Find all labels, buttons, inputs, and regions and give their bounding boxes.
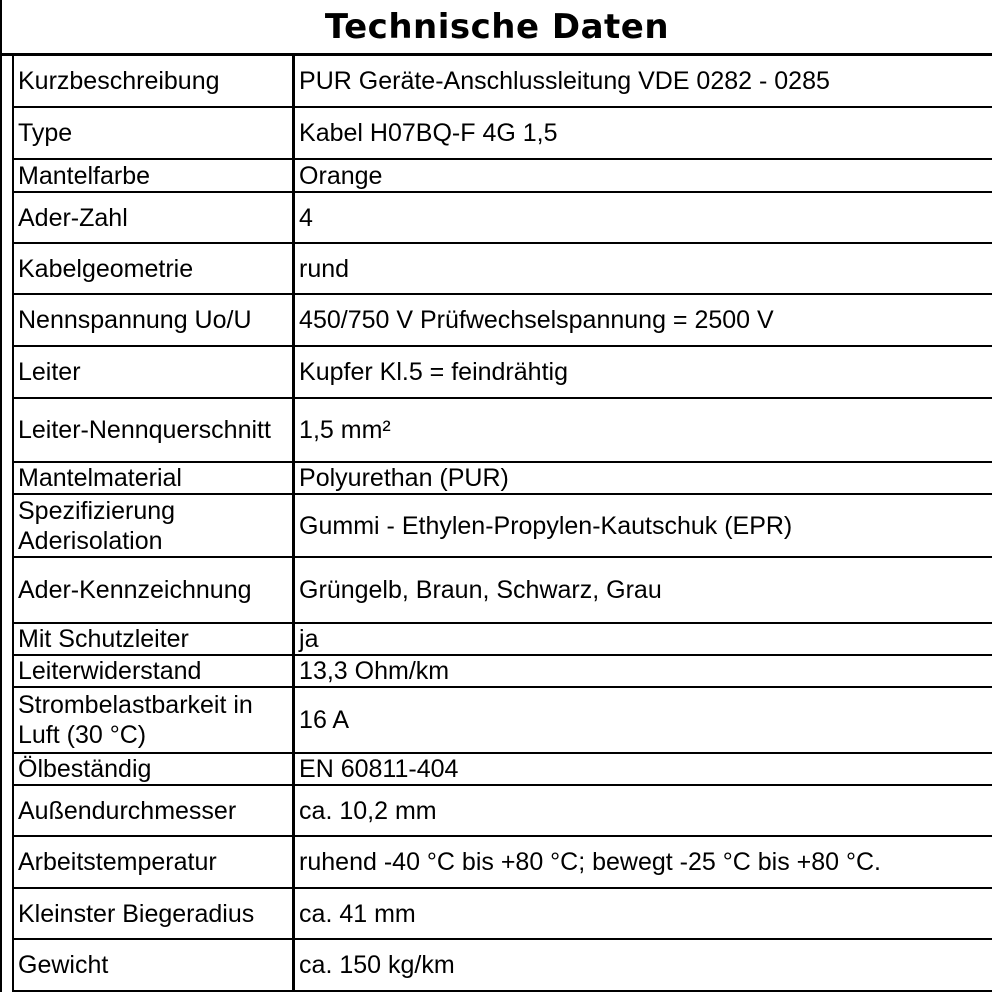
table-row xyxy=(13,398,992,462)
row-label: Ader-Zahl xyxy=(13,192,294,243)
table-row xyxy=(13,56,992,107)
row-label: Leiter xyxy=(13,346,294,398)
table-row xyxy=(13,557,992,623)
row-label: Gewicht xyxy=(13,939,294,991)
row-value: ruhend -40 °C bis +80 °C; bewegt -25 °C bis +80 °C. xyxy=(294,836,992,888)
row-value: Gummi - Ethylen-Propylen-Kautschuk (EPR) xyxy=(294,494,992,557)
table-row xyxy=(13,655,992,687)
table-row xyxy=(13,346,992,398)
row-label: Ölbeständig xyxy=(13,753,294,785)
page-title: Technische Daten xyxy=(2,0,992,56)
table-row xyxy=(13,494,992,557)
row-value: ja xyxy=(294,623,992,655)
table-row xyxy=(13,785,992,836)
row-value: Kupfer Kl.5 = feindrähtig xyxy=(294,346,992,398)
table-row xyxy=(13,107,992,159)
row-label: Außendurchmesser xyxy=(13,785,294,836)
row-label: Mantelmaterial xyxy=(13,462,294,494)
row-value: 13,3 Ohm/km xyxy=(294,655,992,687)
row-value: 450/750 V Prüfwechselspannung = 2500 V xyxy=(294,294,992,346)
row-label: Kleinster Biegeradius xyxy=(13,888,294,939)
table-row xyxy=(13,623,992,655)
row-label: Type xyxy=(13,107,294,159)
table-row xyxy=(13,753,992,785)
table-row xyxy=(13,159,992,192)
row-value: ca. 10,2 mm xyxy=(294,785,992,836)
row-value: Grüngelb, Braun, Schwarz, Grau xyxy=(294,557,992,623)
table-row xyxy=(13,836,992,888)
row-value: Orange xyxy=(294,159,992,192)
row-label: Kabelgeometrie xyxy=(13,243,294,294)
row-value: ca. 150 kg/km xyxy=(294,939,992,991)
table-row xyxy=(13,294,992,346)
row-value: rund xyxy=(294,243,992,294)
row-label: Leiter-Nennquerschnitt xyxy=(13,398,294,462)
row-value: EN 60811-404 xyxy=(294,753,992,785)
row-value: ca. 41 mm xyxy=(294,888,992,939)
table-row xyxy=(13,192,992,243)
row-value: 1,5 mm² xyxy=(294,398,992,462)
table-row xyxy=(13,939,992,991)
row-value: 16 A xyxy=(294,687,992,753)
row-label: Mantelfarbe xyxy=(13,159,294,192)
spec-table xyxy=(12,56,992,992)
row-label: Spezifizierung Aderisolation xyxy=(13,494,294,557)
row-value: 4 xyxy=(294,192,992,243)
table-row xyxy=(13,462,992,494)
row-value: Kabel H07BQ-F 4G 1,5 xyxy=(294,107,992,159)
row-value: PUR Geräte-Anschlussleitung VDE 0282 - 0285 xyxy=(294,56,992,107)
row-label: Arbeitstemperatur xyxy=(13,836,294,888)
row-label: Ader-Kennzeichnung xyxy=(13,557,294,623)
row-label: Strombelastbarkeit in Luft (30 °C) xyxy=(13,687,294,753)
row-label: Nennspannung Uo/U xyxy=(13,294,294,346)
table-row xyxy=(13,687,992,753)
row-label: Leiterwiderstand xyxy=(13,655,294,687)
row-label: Kurzbeschreibung xyxy=(13,56,294,107)
row-label: Mit Schutzleiter xyxy=(13,623,294,655)
table-row xyxy=(13,888,992,939)
table-row xyxy=(13,243,992,294)
row-value: Polyurethan (PUR) xyxy=(294,462,992,494)
